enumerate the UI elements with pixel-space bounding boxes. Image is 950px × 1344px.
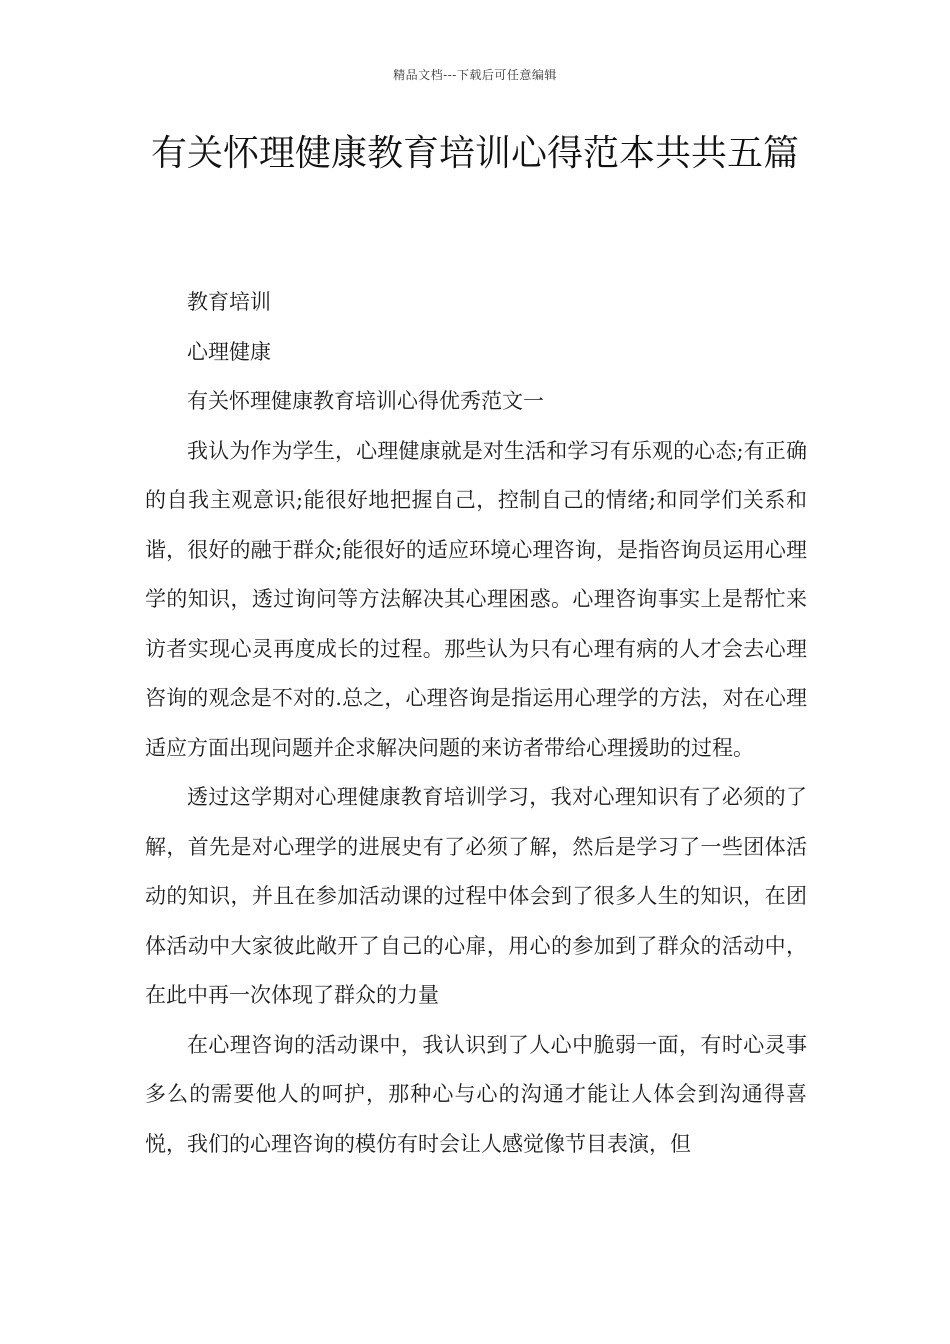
tag-education-training: 教育培训	[187, 290, 271, 314]
paragraph-2: 透过这学期对心理健康教育培训学习，我对心理知识有了必须的了解，首先是对心理学的进展史有了必须了解，然后是学习了一些团体活动的知识，并且在参加活动课的过程中体会到了很多人生的知识，在团体活动中大家彼此敞开了自己的心扉，用心的参加到了群众的活动中，在此中再一次体现了群众的力量	[145, 785, 807, 1007]
paragraph-1: 我认为作为学生，心理健康就是对生活和学习有乐观的心态;有正确的自我主观意识;能很好地把握自己，控制自己的情绪;和同学们关系和谐，很好的融于群众;能很好的适应环境心理咨询，是指咨询员运用心理学的知识，透过询问等方法解决其心理困惑。心理咨询事实上是帮忙来访者实现心灵再度成长的过程。那些认为只有心理有病的人才会去心理咨询的观念是不对的.总之，心理咨询是指运用心理学的方法，对在心理适应方面出现问题并企求解决问题的来访者带给心理援助的过程。	[145, 438, 807, 760]
paragraph-3: 在心理咨询的活动课中，我认识到了人心中脆弱一面，有时心灵事多么的需要他人的呵护，那种心与心的沟通才能让人体会到沟通得喜悦，我们的心理咨询的模仿有时会让人感觉像节目表演，但	[145, 1032, 807, 1156]
document-body	[145, 278, 807, 1169]
tag-mental-health: 心理健康	[187, 339, 271, 364]
document-title: 有关怀理健康教育培训心得范本共共五篇	[150, 133, 799, 174]
header-note: 精品文档---下载后可任意编辑	[393, 68, 557, 82]
section-heading: 有关怀理健康教育培训心得优秀范文一	[187, 389, 544, 413]
